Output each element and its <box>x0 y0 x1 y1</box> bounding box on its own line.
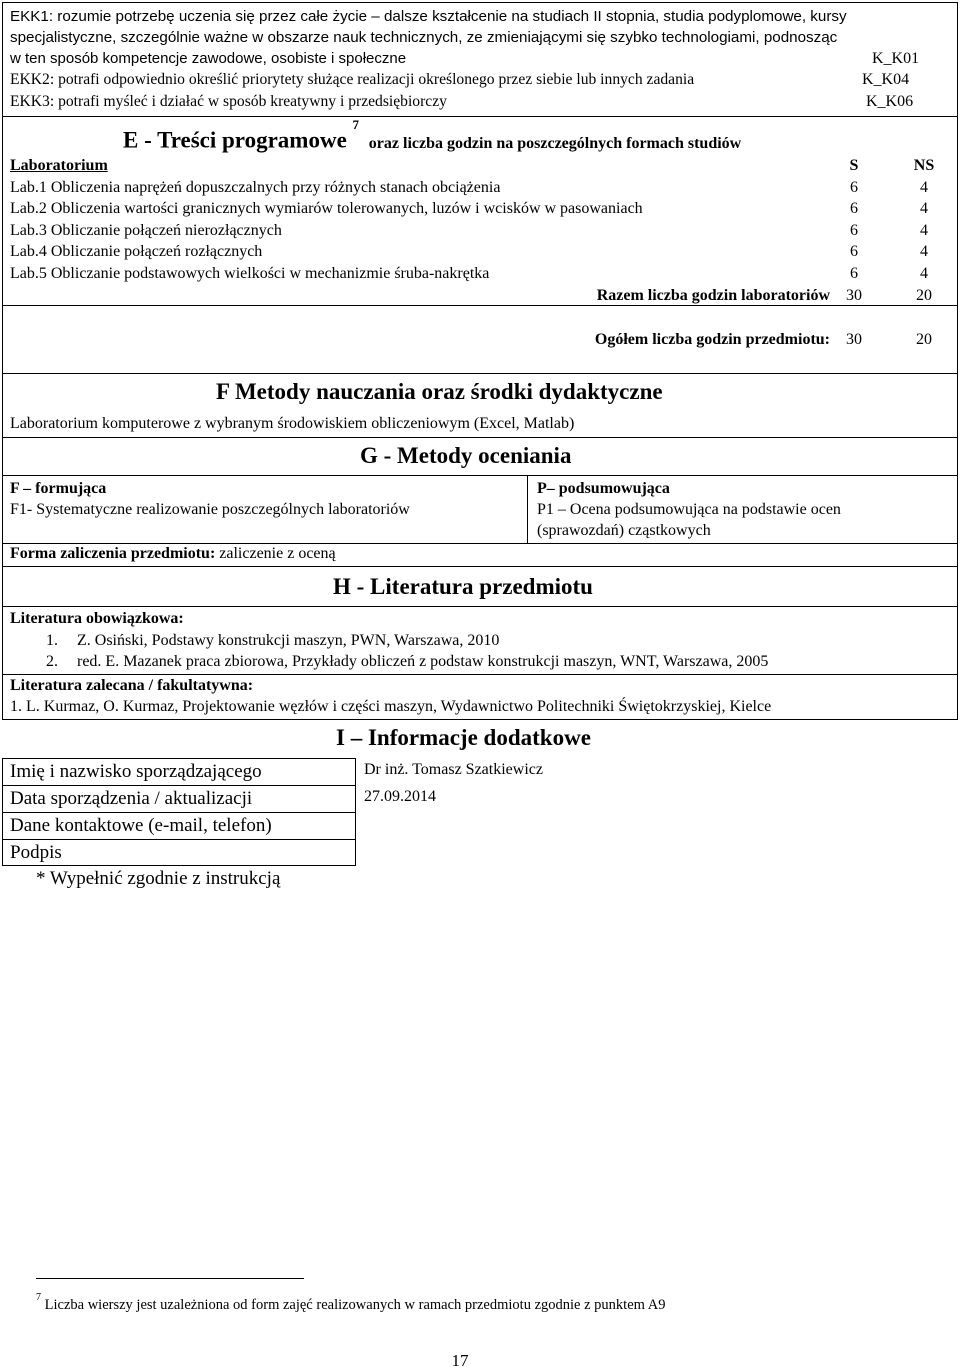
divider-h <box>2 606 958 607</box>
mandatory-lit-2: red. E. Mazanek praca zbiorowa, Przykłady obliczeń z podstaw konstrukcji maszyn, WNT, Warszawa, 2005 <box>77 653 769 670</box>
lab-row-2-s: 6 <box>850 200 858 217</box>
info-value-date: 27.09.2014 <box>364 788 436 805</box>
lab-row-1-ns: 4 <box>920 179 928 196</box>
section-g-title: G - Metody oceniania <box>360 443 572 468</box>
footnote-num: 7 <box>36 1292 41 1303</box>
section-i-title: I – Informacje dodatkowe <box>336 725 591 750</box>
page-number: 17 <box>451 1351 469 1370</box>
col-s-header: S <box>849 157 859 174</box>
ekk1-line3: w ten sposób kompetencje zawodowe, osobiste i społeczne <box>10 50 407 67</box>
ekk3-text: EKK3: potrafi myśleć i działać w sposób kreatywny i przedsiębiorczy <box>10 93 447 110</box>
info-row-sep-3 <box>2 839 356 840</box>
info-label-contact: Dane kontaktowe (e-mail, telefon) <box>10 815 272 836</box>
footnote-ref: 7 <box>352 117 360 132</box>
lab-row-5-ns: 4 <box>920 265 928 282</box>
lab-row-3-s: 6 <box>850 222 858 239</box>
lab-row-1: Lab.1 Obliczenia naprężeń dopuszczalnych przy różnych stanach obciążenia <box>10 179 501 196</box>
mandatory-lit-2-num: 2. <box>46 653 58 670</box>
footnote-rule <box>36 1278 304 1279</box>
lab-row-3: Lab.3 Obliczanie połączeń nierozłącznych <box>10 222 282 239</box>
divider-f <box>2 437 958 438</box>
col-ns-header: NS <box>913 157 935 174</box>
lab-row-4-s: 6 <box>850 243 858 260</box>
recommended-lit-label: Literatura zalecana / fakultatywna: <box>10 677 254 694</box>
section-e-title: E - Treści programowe $^7$ oraz liczba godzin na poszczególnych formach studiów <box>123 117 742 153</box>
lab-row-3-ns: 4 <box>920 222 928 239</box>
info-label-signature: Podpis <box>10 842 62 863</box>
lab-total-ns: 20 <box>916 287 932 304</box>
mandatory-lit-label: Literatura obowiązkowa: <box>10 610 184 627</box>
form-of-credit-value: zaliczenie z oceną <box>215 545 336 562</box>
overall-ns: 20 <box>916 331 932 348</box>
overall-label: Ogółem liczba godzin przedmiotu: <box>594 331 830 348</box>
mandatory-lit-1-num: 1. <box>46 632 58 649</box>
lab-row-5-s: 6 <box>850 265 858 282</box>
lab-row-2-ns: 4 <box>920 200 928 217</box>
section-e-subtitle: oraz liczba godzin na poszczególnych formach studiów <box>368 134 742 152</box>
ekk2-text: EKK2: potrafi odpowiednio określić priorytety służące realizacji określonego przez siebie lub innych zadania <box>10 71 695 88</box>
ekk2-code: K_K04 <box>862 71 910 88</box>
section-h-title: H - Literatura przedmiotu <box>333 574 593 599</box>
divider-lit <box>2 674 958 675</box>
divider-form <box>2 566 958 567</box>
lab-row-5: Lab.5 Obliczanie podstawowych wielkości w mechanizmie śruba-nakrętka <box>10 265 490 282</box>
form-of-credit-label: Forma zaliczenia przedmiotu: <box>10 545 216 562</box>
lab-row-2: Lab.2 Obliczenia wartości granicznych wymiarów tolerowanych, luzów i wcisków w pasowaniach <box>10 200 643 217</box>
section-f-title: F Metody nauczania oraz środki dydaktyczne <box>216 379 663 404</box>
ekk1-line1: EKK1: rozumie potrzebę uczenia się przez całe życie – dalsze kształcenie na studiach II stopnia, studia podyplomowe, kursy <box>10 8 847 25</box>
section-f-text: Laboratorium komputerowe z wybranym środowiskiem obliczeniowym (Excel, Matlab) <box>10 415 575 432</box>
ekk3-code: K_K06 <box>866 93 914 110</box>
lab-row-1-s: 6 <box>850 179 858 196</box>
lab-row-4: Lab.4 Obliczanie połączeń rozłącznych <box>10 243 263 260</box>
formative-text: F1- Systematyczne realizowanie poszczególnych laboratoriów <box>10 501 410 518</box>
mandatory-lit-1: Z. Osiński, Podstawy konstrukcji maszyn, PWN, Warszawa, 2010 <box>77 632 500 649</box>
form-of-credit <box>10 544 336 564</box>
info-value-author: Dr inż. Tomasz Szatkiewicz <box>364 761 543 778</box>
recommended-lit: 1. L. Kurmaz, O. Kurmaz, Projektowanie węzłów i części maszyn, Wydawnictwo Politechniki Świętokrzyskiej, Kielce <box>10 698 772 715</box>
info-row-sep-1 <box>2 785 356 786</box>
ekk1-line2: specjalistyczne, szczególnie ważne w obszarze nauk technicznych, ze zmieniającymi się szybko technologiami, podnosząc <box>10 29 838 46</box>
lab-row-4-ns: 4 <box>920 243 928 260</box>
info-label-author: Imię i nazwisko sporządzającego <box>10 761 262 782</box>
divider-g <box>2 475 958 476</box>
summative-text-1: P1 – Ocena podsumowująca na podstawie ocen <box>537 501 841 518</box>
overall-s: 30 <box>846 331 862 348</box>
formative-label: F – formująca <box>10 480 107 497</box>
footnote-text: Liczba wierszy jest uzależniona od form zajęć realizowanych w ramach przedmiotu zgodnie z punktem A9 <box>41 1296 666 1313</box>
info-label-date: Data sporządzenia / aktualizacji <box>10 788 253 809</box>
info-row-sep-2 <box>2 812 356 813</box>
ekk1-code: K_K01 <box>872 50 920 67</box>
lab-total-label: Razem liczba godzin laboratoriów <box>596 287 830 304</box>
summative-text-2: (sprawozdań) cząstkowych <box>537 522 711 539</box>
footnote <box>36 1291 665 1315</box>
lab-group-label: Laboratorium <box>10 157 108 174</box>
lab-total-s: 30 <box>846 287 862 304</box>
divider-g-vertical <box>527 475 528 543</box>
info-note: * Wypełnić zgodnie z instrukcją <box>36 868 281 889</box>
summative-label: P– podsumowująca <box>537 480 670 497</box>
